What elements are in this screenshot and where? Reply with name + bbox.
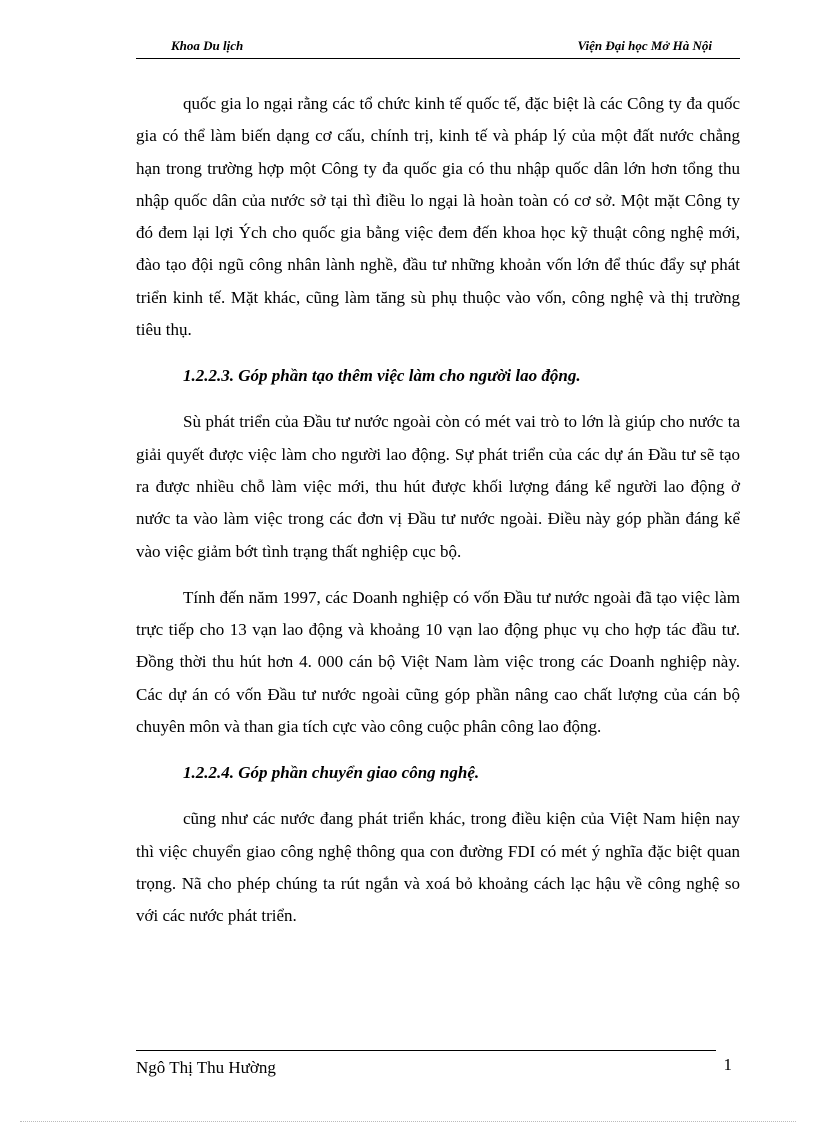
section-heading-1-2-2-4: 1.2.2.4. Góp phần chuyển giao công nghệ. xyxy=(183,763,480,783)
footer-divider xyxy=(136,1050,716,1051)
paragraph-4: cũng như các nước đang phát triển khác, trong điều kiện của Việt Nam hiện nay thì việc chuyển giao công nghệ thông qua con đường FDI có mét ý nghĩa đặc biệt quan trọng. Nã cho phép chúng ta rút ngắn và xoá bỏ khoảng cách lạc hậu về công nghệ so với các nước phát triển. xyxy=(136,809,740,926)
document-body xyxy=(136,88,740,933)
header-institute: Viện Đại học Mở Hà Nội xyxy=(577,38,712,53)
section-heading-1-2-2-3: 1.2.2.3. Góp phần tạo thêm việc làm cho người lao động. xyxy=(183,366,581,386)
page-number: 1 xyxy=(723,1055,732,1074)
page-header xyxy=(136,36,740,59)
paragraph-1: quốc gia lo ngại rằng các tổ chức kinh tế quốc tế, đặc biệt là các Công ty đa quốc gia có thể làm biến dạng cơ cấu, chính trị, kinh tế và pháp lý của một đất nước chẳng hạn trong trường hợp một Công ty đa quốc gia có thu nhập quốc dân lớn hơn tổng thu nhập quốc dân của nước sở tại thì điều lo ngại là hoàn toàn có cơ sở. Một mặt Công ty đó đem lại lợi Ých cho quốc gia bằng việc đem đến khoa học kỹ thuật công nghệ mới, đào tạo đội ngũ công nhân lành nghề, đầu tư những khoản vốn lớn để thúc đẩy sự phát triển kinh tế. Mặt khác, cũng làm tăng sù phụ thuộc vào vốn, công nghệ và thị trường tiêu thụ. xyxy=(136,94,740,340)
footer-author: Ngô Thị Thu Hường xyxy=(136,1058,276,1077)
page-bottom-dotted-line xyxy=(20,1121,796,1122)
paragraph-2: Sù phát triển của Đầu tư nước ngoài còn có mét vai trò to lớn là giúp cho nước ta giải quyết được việc làm cho người lao động. Sự phát triển của các dự án Đầu tư sẽ tạo ra được nhiều chỗ làm việc mới, thu hút được khối lượng đáng kể người lao động ở nước ta vào làm việc trong các đơn vị Đầu tư nước ngoài. Điều này góp phần đáng kể vào việc giảm bớt tình trạng thất nghiệp cục bộ. xyxy=(136,412,740,561)
paragraph-3: Tính đến năm 1997, các Doanh nghiệp có vốn Đầu tư nước ngoài đã tạo việc làm trực tiếp cho 13 vạn lao động và khoảng 10 vạn lao động phục vụ cho hợp tác đầu tư. Đồng thời thu hút hơn 4. 000 cán bộ Việt Nam làm việc trong các Doanh nghiệp này. Các dự án có vốn Đầu tư nước ngoài cũng góp phần nâng cao chất lượng của cán bộ chuyên môn và than gia tích cực vào công cuộc phân công lao động. xyxy=(136,587,740,737)
header-faculty: Khoa Du lịch xyxy=(171,38,244,53)
page-footer xyxy=(136,1050,740,1077)
